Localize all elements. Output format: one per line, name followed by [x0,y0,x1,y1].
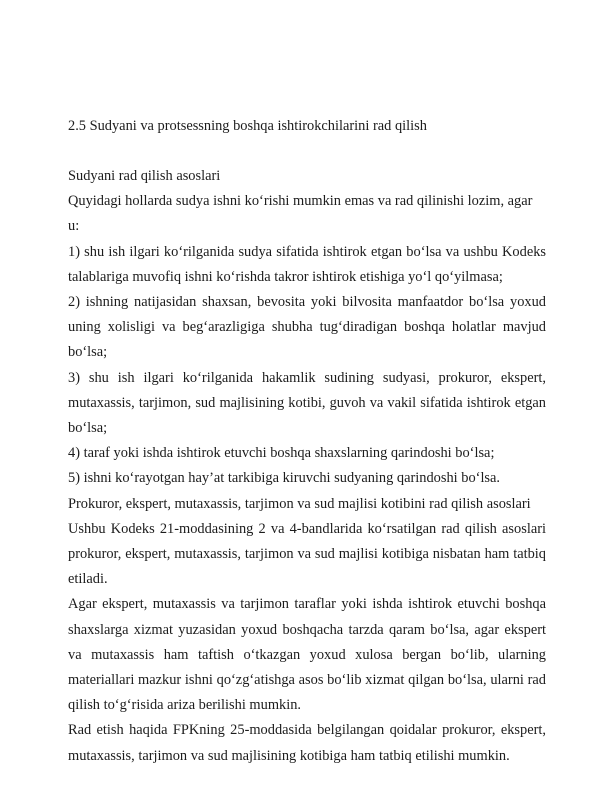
paragraph-grounds-intro: Quyidagi hollarda sudya ishni ko‘rishi mumkin emas va rad qilinishi lozim, agar u: [68,193,533,235]
paragraph-ground-item-2: 2) ishning natijasidan shaxsan, bevosita yoki bilvosita manfaatdor bo‘lsa yoxud uning xolisligi va beg‘arazligiga shubha tug‘diradigan boshqa holatlar mavjud bo‘lsa; [68,294,546,361]
paragraph-ground-item-3: 3) shu ish ilgari ko‘rilganida hakamlik sudining sudyasi, prokuror, ekspert, mutaxassis, tarjimon, sud majlisining kotibi, guvoh va vakil sifatida ishtirok etgan bo‘lsa; [68,369,546,437]
paragraph-codex-article-21-reference: Ushbu Kodeks 21-moddasining 2 va 4-bandlarida ko‘rsatilgan rad qilish asoslari prokuror, ekspert, mutaxassis, tarjimon va sud majlisi kotibiga nisbatan ham tatbiq etiladi. [68,520,546,588]
section-subheading-other-participants-recusal: Prokuror, ekspert, mutaxassis, tarjimon va sud majlisi kotibini rad qilish asoslari [68,495,531,512]
paragraph-ground-item-5: 5) ishni ko‘rayotgan hay’at tarkibiga kiruvchi sudyaning qarindoshi bo‘lsa. [68,470,501,487]
paragraph-ground-item-4: 4) taraf yoki ishda ishtirok etuvchi boshqa shaxslarning qarindoshi bo‘lsa; [68,445,495,462]
paragraph-fpk-article-25-reference: Rad etish haqida FPKning 25-moddasida belgilangan qoidalar prokuror, ekspert, mutaxassis, tarjimon va sud majlisining kotibiga ham tatbiq etilishi mumkin. [68,722,546,764]
section-subheading-judge-recusal: Sudyani rad qilish asoslari [68,168,221,184]
paragraph-expert-specialist-translator-dependency: Agar ekspert, mutaxassis va tarjimon taraflar yoki ishda ishtirok etuvchi boshqa shaxslarga xizmat yuzasidan yoxud boshqacha tarzda qaram bo‘lsa, agar ekspert va mutaxassis ham taftish o‘tkazgan yoxud xulosa bergan bo‘lib, ularning materiallari mazkur ishni qo‘zg‘atishga asos bo‘lib xizmat qilgan bo‘lsa, ularni rad qilish to‘g‘risida ariza berilishi mumkin. [68,596,546,714]
paragraph-ground-item-1: 1) shu ish ilgari ko‘rilganida sudya sifatida ishtirok etgan bo‘lsa va ushbu Kodeks talablariga muvofiq ishni ko‘rishda takror ishtirok etishiga yo‘l qo‘yilmasa; [68,243,546,285]
page-title: 2.5 Sudyani va protsessning boshqa ishtirokchilarini rad qilish [68,118,427,134]
heading-spacer [68,139,546,164]
paragraph-list [68,164,546,769]
document-body [68,114,546,769]
